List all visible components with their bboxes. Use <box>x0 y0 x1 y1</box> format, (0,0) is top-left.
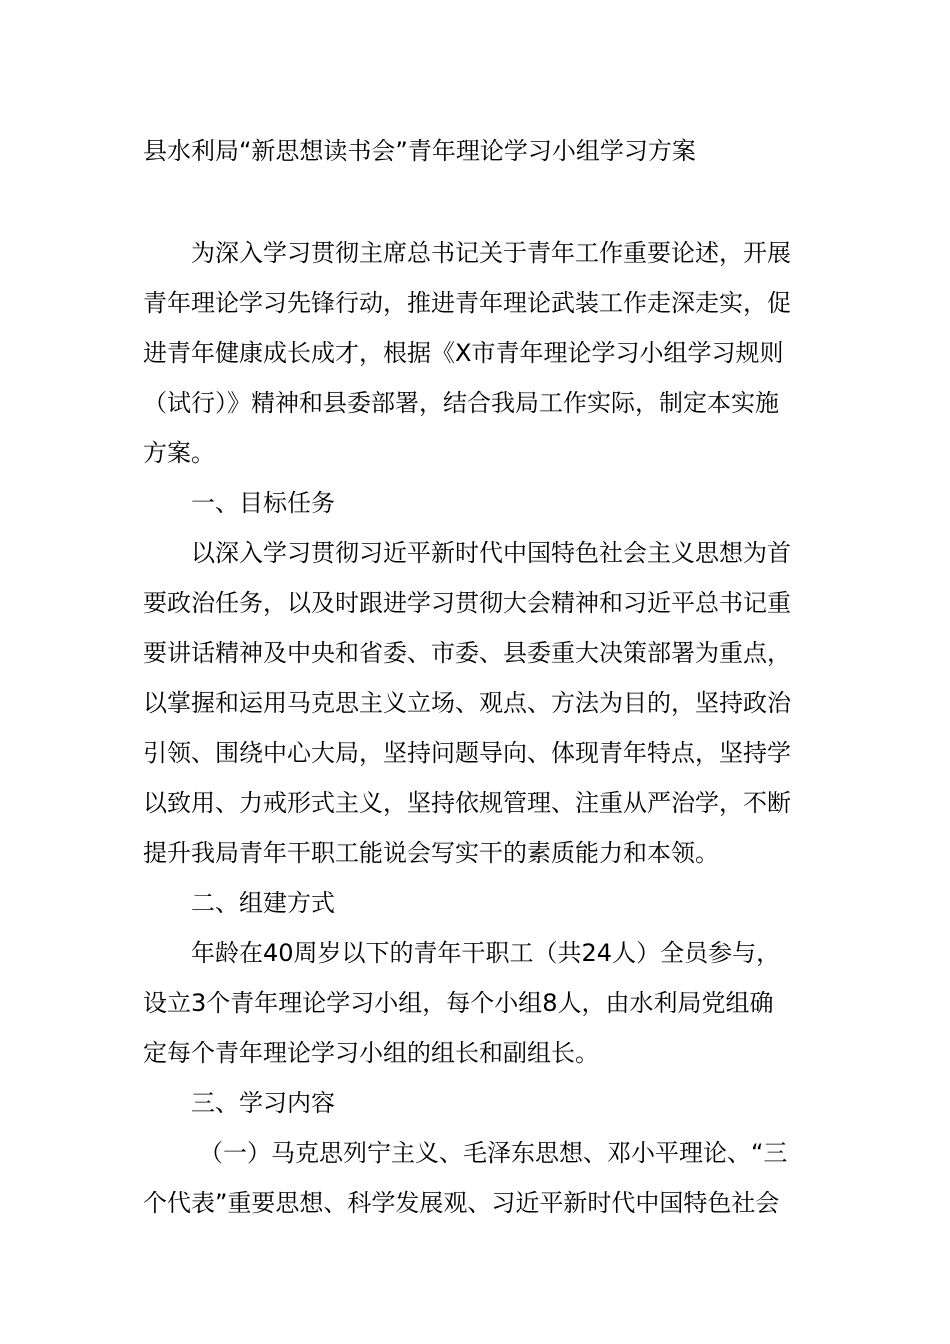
section-heading: 三、学习内容 <box>191 1089 335 1117</box>
paragraph-line: 设立3个青年理论学习小组，每个小组8人，由水利局党组确 <box>143 989 774 1017</box>
paragraph-line: 为深入学习贯彻主席总书记关于青年工作重要论述，开展 <box>191 239 791 267</box>
paragraph-line: （一）马克思列宁主义、毛泽东思想、邓小平理论、“三 <box>199 1139 788 1167</box>
paragraph-line: 定每个青年理论学习小组的组长和副组长。 <box>143 1039 599 1067</box>
document-body <box>143 228 807 1228</box>
paragraph-line: 以深入学习贯彻习近平新时代中国特色社会主义思想为首 <box>191 539 791 567</box>
document-title: 县水利局“新思想读书会”青年理论学习小组学习方案 <box>143 137 696 165</box>
paragraph-line: 引领、围绕中心大局，坚持问题导向、体现青年特点，坚持学 <box>143 739 791 767</box>
paragraph-line: 方案。 <box>143 439 215 467</box>
paragraph-line: 要政治任务，以及时跟进学习贯彻大会精神和习近平总书记重 <box>143 589 791 617</box>
section-heading: 二、组建方式 <box>191 889 335 917</box>
paragraph-line: （试行）》精神和县委部署，结合我局工作实际，制定本实施 <box>143 389 779 417</box>
paragraph-line: 个代表”重要思想、科学发展观、习近平新时代中国特色社会 <box>143 1189 780 1217</box>
paragraph-line: 以掌握和运用马克思主义立场、观点、方法为目的，坚持政治 <box>143 689 791 717</box>
paragraph-line: 提升我局青年干职工能说会写实干的素质能力和本领。 <box>143 839 719 867</box>
paragraph-line: 进青年健康成长成才，根据《X市青年理论学习小组学习规则 <box>143 339 784 367</box>
paragraph-line: 以致用、力戒形式主义，坚持依规管理、注重从严治学，不断 <box>143 789 791 817</box>
section-heading: 一、目标任务 <box>191 489 335 517</box>
paragraph-line: 青年理论学习先锋行动，推进青年理论武装工作走深走实，促 <box>143 289 791 317</box>
paragraph-line: 要讲话精神及中央和省委、市委、县委重大决策部署为重点， <box>143 639 791 667</box>
paragraph-line: 年龄在40周岁以下的青年干职工（共24人）全员参与， <box>191 939 781 967</box>
